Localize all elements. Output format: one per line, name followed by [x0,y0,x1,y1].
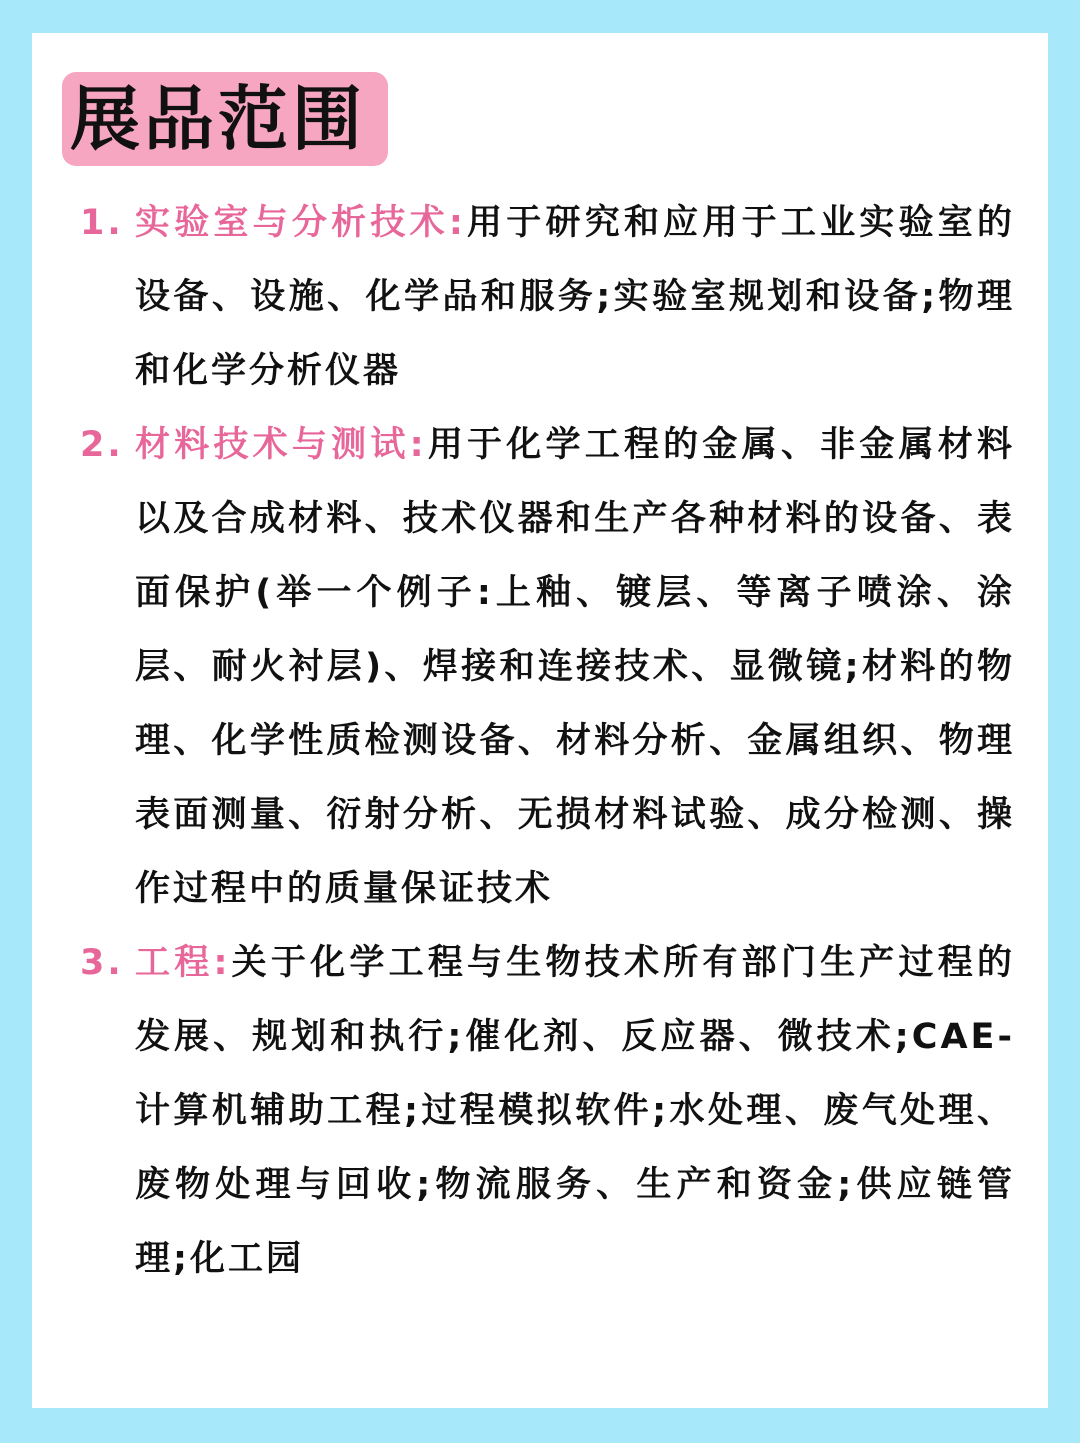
item-heading: 工程: [135,943,231,983]
list-item [80,926,1015,1296]
exhibit-list [80,186,1015,1296]
item-heading: 材料技术与测试: [135,425,427,465]
title-badge [62,72,388,166]
item-body: 用于研究和应用于工业实验室的设备、设施、化学品和服务;实验室规划和设备;物理和化学分析仪器 [135,203,1015,391]
list-item [80,186,1015,408]
page-title: 展品范围 [70,78,366,160]
item-number: 2. [80,425,124,465]
item-heading: 实验室与分析技术: [135,203,466,243]
item-number: 3. [80,943,124,983]
list-item [80,408,1015,926]
item-number: 1. [80,203,124,243]
item-body: 关于化学工程与生物技术所有部门生产过程的发展、规划和执行;催化剂、反应器、微技术;CAE-计算机辅助工程;过程模拟软件;水处理、废气处理、废物处理与回收;物流服务、生产和资金;供应链管理;化工园 [135,943,1015,1279]
item-body: 用于化学工程的金属、非金属材料以及合成材料、技术仪器和生产各种材料的设备、表面保护(举一个例子:上釉、镀层、等离子喷涂、涂层、耐火衬层)、焊接和连接技术、显微镜;材料的物理、化学性质检测设备、材料分析、金属组织、物理表面测量、衍射分析、无损材料试验、成分检测、操作过程中的质量保证技术 [135,425,1015,909]
